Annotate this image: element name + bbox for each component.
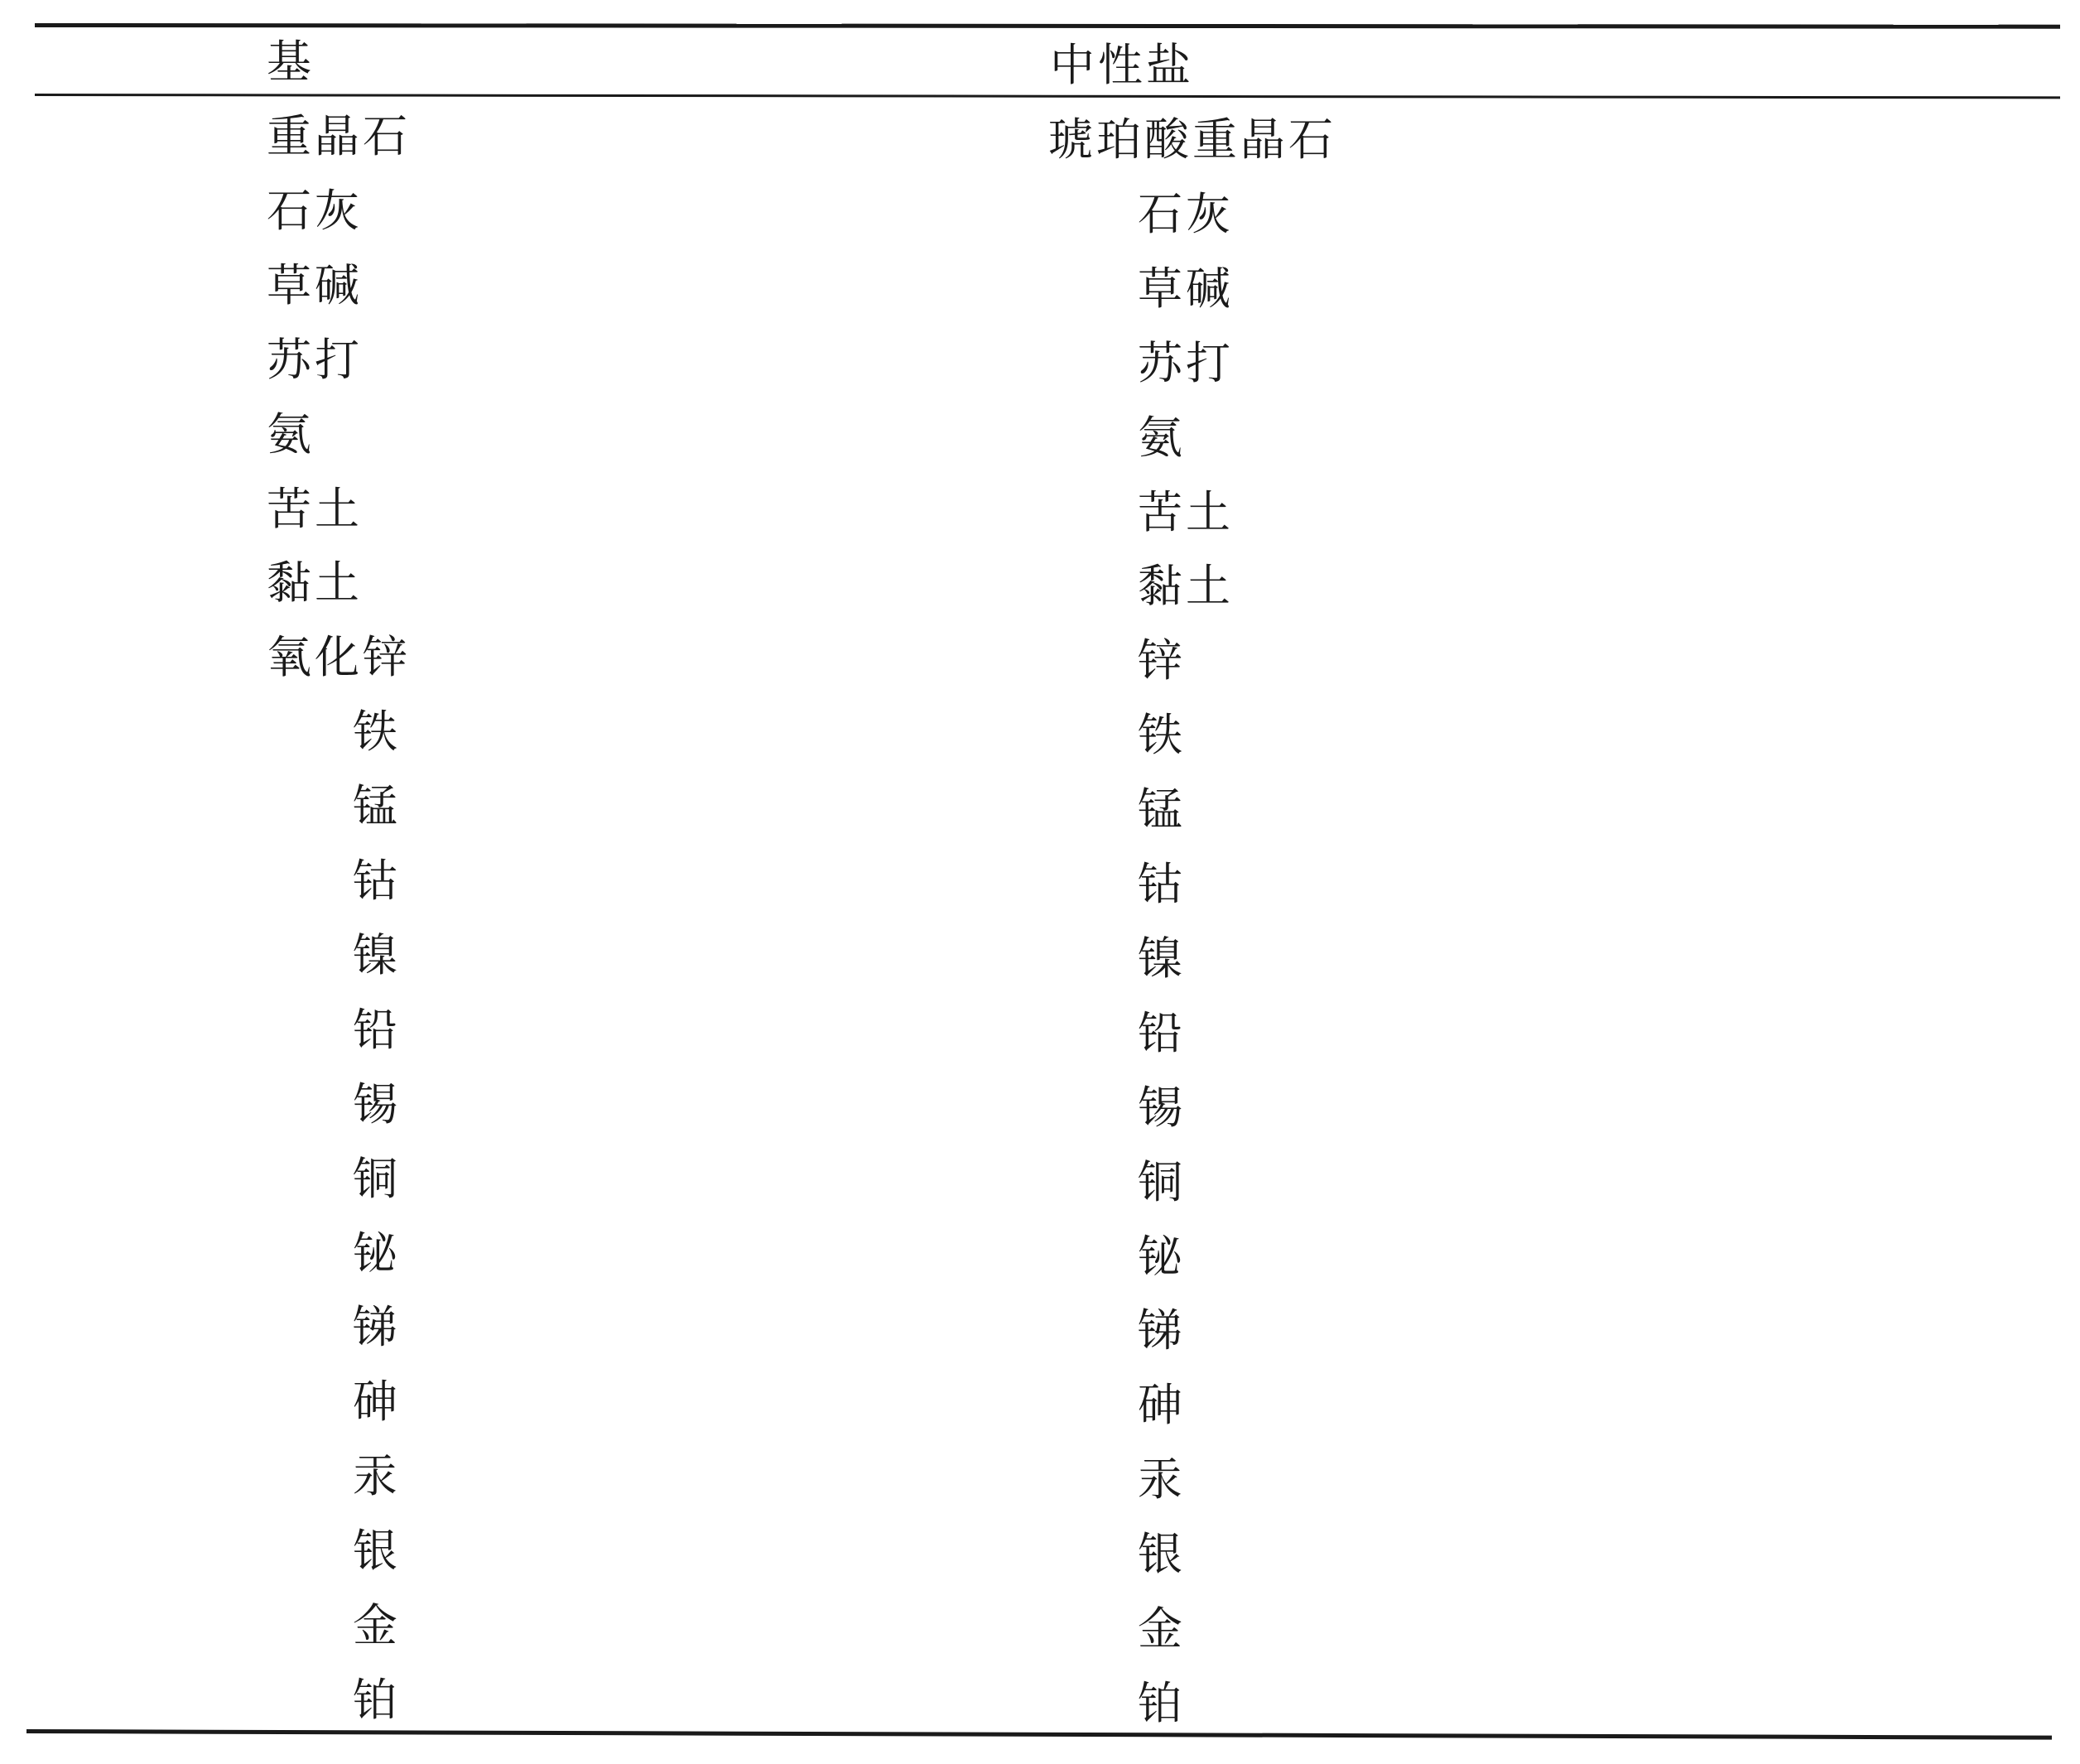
table-top-rule [35,23,2060,29]
cell-salt: 草碱 [1138,263,1234,315]
cell-salt: 锌 [1138,634,1186,687]
cell-base: 锰 [353,780,401,832]
cell-base: 草碱 [267,259,363,311]
cell-base: 铁 [353,706,401,758]
cell-base: 镍 [353,929,401,981]
cell-base: 石灰 [267,185,363,237]
cell-base: 铋 [353,1227,401,1280]
cell-base: 金 [353,1599,401,1651]
cell-base: 砷 [353,1376,401,1428]
cell-base: 黏土 [267,557,363,609]
cell-base: 氨 [267,408,315,460]
cell-salt: 氨 [1138,412,1186,464]
table-header-rule [35,94,2060,99]
cell-salt: 黏土 [1138,560,1234,612]
cell-salt: 苦土 [1138,486,1234,538]
cell-salt: 金 [1138,1603,1186,1655]
cell-salt: 锰 [1138,783,1186,836]
cell-salt: 锑 [1138,1304,1186,1357]
cell-salt: 铁 [1138,709,1186,761]
cell-base: 钴 [353,855,401,907]
cell-salt: 砷 [1138,1379,1186,1431]
cell-salt: 铂 [1138,1677,1186,1729]
cell-salt: 锡 [1138,1082,1186,1134]
cell-base: 银 [353,1525,401,1577]
cell-salt: 钴 [1138,858,1186,910]
cell-base: 铅 [353,1004,401,1056]
column-header-salt: 中性盐 [1050,39,1194,91]
cell-salt: 铅 [1138,1007,1186,1059]
cell-base: 铂 [353,1674,401,1726]
cell-salt: 汞 [1138,1453,1186,1506]
cell-salt: 镍 [1138,933,1186,985]
cell-salt: 琥珀酸重晶石 [1048,113,1336,166]
cell-salt: 铜 [1138,1156,1186,1208]
column-header-base: 基 [267,36,315,88]
cell-base: 苦土 [267,483,363,535]
cell-base: 汞 [353,1450,401,1502]
cell-salt: 石灰 [1138,188,1234,240]
table-bottom-rule [26,1729,2052,1740]
cell-salt: 铋 [1138,1231,1186,1283]
cell-base: 锑 [353,1301,401,1353]
cell-base: 重晶石 [267,110,411,162]
cell-base: 苏打 [267,334,363,386]
cell-salt: 银 [1138,1528,1186,1580]
cell-base: 锡 [353,1078,401,1130]
cell-base: 铜 [353,1153,401,1205]
cell-salt: 苏打 [1138,337,1234,389]
cell-base: 氧化锌 [267,631,411,683]
